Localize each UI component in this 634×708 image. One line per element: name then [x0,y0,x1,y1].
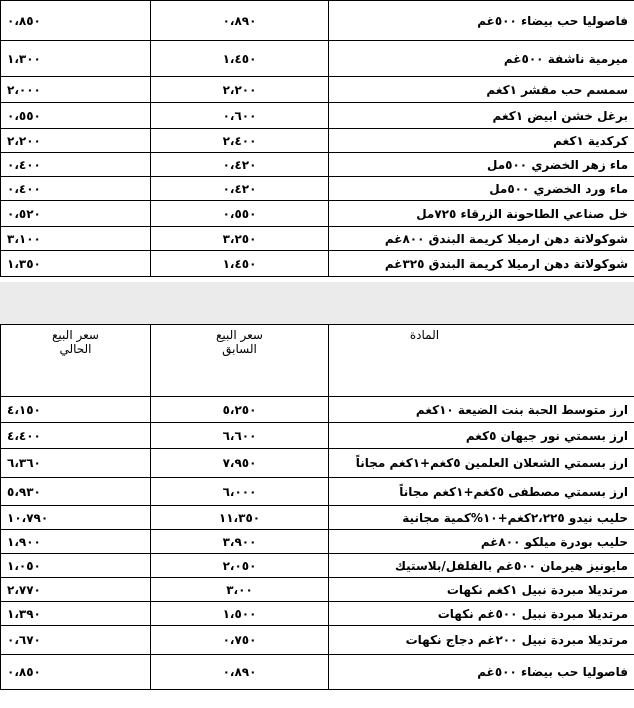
item-name-cell: ماء زهر الخضري ٥٠٠مل [329,153,634,177]
item-name-cell: كركدية ١كغم [329,129,634,153]
table-row [1,449,634,478]
previous-price-header-line2: السابق [222,342,257,356]
item-name-cell: ارز بسمتي نور جيهان ٥كغم [329,423,634,449]
current-price-cell: ١،٣٥٠ [1,251,151,277]
table-row [1,153,634,177]
previous-price-cell: ٢،٠٥٠ [151,554,329,578]
previous-price-cell: ٠،٨٩٠ [151,1,329,41]
table-row [1,77,634,103]
item-name-cell: ارز متوسط الحبة بنت الضيعة ١٠كغم [329,397,634,423]
previous-price-header [151,325,329,397]
previous-price-cell: ٥،٢٥٠ [151,397,329,423]
current-price-cell: ٢،٠٠٠ [1,77,151,103]
price-table-2 [0,324,634,690]
item-name-cell: حليب بودرة ميلكو ٨٠٠غم [329,530,634,554]
current-price-cell: ٢،٢٠٠ [1,129,151,153]
previous-price-cell: ١١،٣٥٠ [151,506,329,530]
previous-price-cell: ٢،٢٠٠ [151,77,329,103]
current-price-header-line1: سعر البيع [52,328,99,342]
item-name-cell: مايونيز هيرمان ٥٠٠غم بالفلفل/بلاستيك [329,554,634,578]
current-price-cell: ١،٣٩٠ [1,602,151,626]
item-name-cell: شوكولاتة دهن ارميلا كريمة البندق ٣٢٥غم [329,251,634,277]
item-name-cell: شوكولاتة دهن ارميلا كريمة البندق ٨٠٠غم [329,227,634,251]
table-row [1,1,634,41]
item-name-cell: خل صناعي الطاحونة الزرقاء ٧٢٥مل [329,201,634,227]
previous-price-header-line1: سعر البيع [216,328,263,342]
table-row [1,578,634,602]
current-price-cell: ٠،٨٥٠ [1,1,151,41]
item-name-cell: حليب نيدو ٢،٢٢٥كغم+١٠%كمية مجانية [329,506,634,530]
item-name-cell: مرتديلا مبردة نبيل ٥٠٠غم نكهات [329,602,634,626]
price-list-page-2 [0,324,634,708]
current-price-cell: ٤،٤٠٠ [1,423,151,449]
table-row [1,251,634,277]
current-price-cell: ١،٣٠٠ [1,41,151,77]
current-price-cell: ١،٠٥٠ [1,554,151,578]
previous-price-cell: ٣،٩٠٠ [151,530,329,554]
item-name-cell: ارز بسمتي الشعلان العلمين ٥كغم+١كغم مجاناً [329,449,634,478]
previous-price-cell: ١،٥٠٠ [151,602,329,626]
page-gap [0,282,634,324]
current-price-cell: ٠،٥٥٠ [1,103,151,129]
item-name-cell: مرتديلا مبردة نبيل ١كغم نكهات [329,578,634,602]
current-price-cell: ٥،٩٣٠ [1,478,151,506]
table-row [1,227,634,251]
price-list-page-1 [0,0,634,282]
current-price-cell: ٠،٤٠٠ [1,177,151,201]
item-name-cell: ماء ورد الخضري ٥٠٠مل [329,177,634,201]
table-row [1,129,634,153]
item-name-cell: فاصوليا حب بيضاء ٥٠٠غم [329,655,634,690]
previous-price-cell: ٣،٠٠ [151,578,329,602]
current-price-cell: ٦،٣٦٠ [1,449,151,478]
current-price-cell: ٠،٦٧٠ [1,626,151,655]
table-row [1,655,634,690]
table-row [1,201,634,227]
table-row [1,602,634,626]
previous-price-cell: ٣،٢٥٠ [151,227,329,251]
current-price-cell: ٣،١٠٠ [1,227,151,251]
previous-price-cell: ٧،٩٥٠ [151,449,329,478]
previous-price-cell: ٠،٦٠٠ [151,103,329,129]
item-name-cell: ارز بسمتي مصطفى ٥كغم+١كغم مجاناً [329,478,634,506]
current-price-header [1,325,151,397]
table-row [1,423,634,449]
table-row [1,478,634,506]
previous-price-cell: ٠،٤٢٠ [151,177,329,201]
current-price-cell: ٠،٨٥٠ [1,655,151,690]
previous-price-cell: ٠،٥٥٠ [151,201,329,227]
previous-price-cell: ٠،٧٥٠ [151,626,329,655]
table-row [1,177,634,201]
table-row [1,103,634,129]
table-row [1,626,634,655]
current-price-cell: ٠،٥٢٠ [1,201,151,227]
table-row [1,397,634,423]
previous-price-cell: ١،٤٥٠ [151,41,329,77]
previous-price-cell: ٠،٨٩٠ [151,655,329,690]
table-row [1,530,634,554]
table-row [1,554,634,578]
item-name-cell: برغل خشن ابيض ١كغم [329,103,634,129]
previous-price-cell: ٦،٠٠٠ [151,478,329,506]
previous-price-cell: ١،٤٥٠ [151,251,329,277]
current-price-cell: ١٠،٧٩٠ [1,506,151,530]
current-price-cell: ٢،٧٧٠ [1,578,151,602]
current-price-cell: ٠،٤٠٠ [1,153,151,177]
item-name-cell: فاصوليا حب بيضاء ٥٠٠غم [329,1,634,41]
item-name-cell: ميرمية ناشفة ٥٠٠غم [329,41,634,77]
current-price-cell: ١،٩٠٠ [1,530,151,554]
previous-price-cell: ٢،٤٠٠ [151,129,329,153]
item-name-cell: سمسم حب مقشر ١كغم [329,77,634,103]
table-row [1,506,634,530]
previous-price-cell: ٦،٦٠٠ [151,423,329,449]
current-price-cell: ٤،١٥٠ [1,397,151,423]
price-table-1 [0,0,634,277]
table-header-row [1,325,634,397]
previous-price-cell: ٠،٤٢٠ [151,153,329,177]
table-row [1,41,634,77]
item-name-cell: مرتديلا مبردة نبيل ٢٠٠غم دجاج نكهات [329,626,634,655]
item-name-header: المادة [329,325,634,397]
current-price-header-line2: الحالي [59,342,92,356]
